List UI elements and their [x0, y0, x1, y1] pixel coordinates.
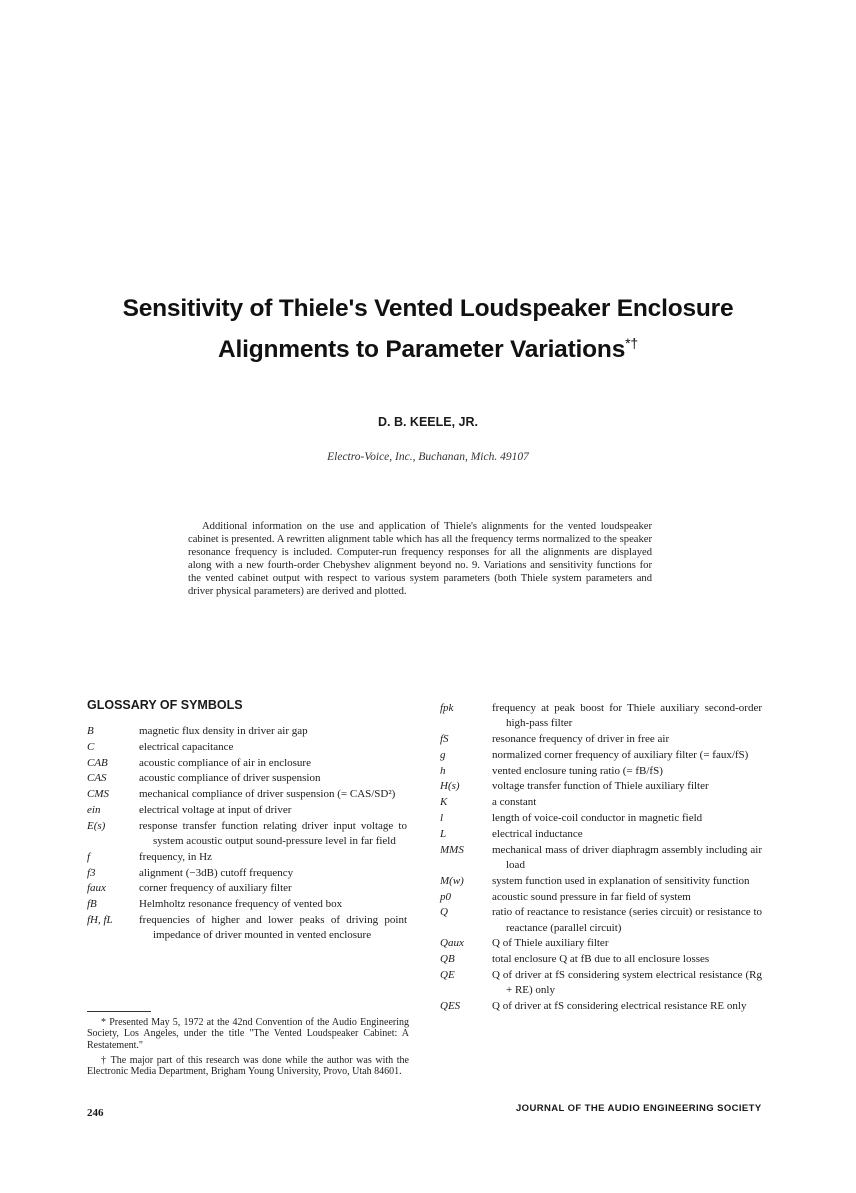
glossary-entry: [440, 764, 762, 779]
glossary-definition: normalized corner frequency of auxiliary filter (= faux/fS): [492, 748, 749, 761]
glossary-right-column: [440, 701, 762, 1015]
glossary-symbol: MMS: [440, 843, 464, 856]
glossary-symbol: B: [87, 725, 94, 737]
glossary-symbol: K: [440, 796, 448, 809]
glossary-entry: [87, 897, 407, 912]
glossary-entry: [440, 936, 762, 951]
glossary-entry: [440, 968, 762, 999]
glossary-symbol: f: [87, 850, 91, 863]
glossary-definition: electrical voltage at input of driver: [139, 803, 292, 816]
glossary-symbol: QB: [440, 953, 455, 966]
glossary-entry: [440, 843, 762, 874]
glossary-definition: frequency at peak boost for Thiele auxiliary second-order high-pass filter: [492, 702, 762, 730]
glossary-definition: mechanical compliance of driver suspension (= CAS/SD²): [139, 788, 396, 801]
author-affiliation: Electro-Voice, Inc., Buchanan, Mich. 49107: [327, 451, 529, 463]
glossary-entry: [87, 819, 407, 850]
glossary-definition: alignment (−3dB) cutoff frequency: [139, 866, 294, 879]
glossary-entry: [87, 866, 407, 881]
glossary-symbol: H(s): [440, 780, 460, 793]
glossary-definition: acoustic sound pressure in far field of system: [492, 890, 691, 903]
glossary-entry: [87, 803, 407, 818]
glossary-symbol: QES: [440, 1000, 461, 1013]
glossary-symbol: fB: [87, 898, 97, 911]
glossary-definition: voltage transfer function of Thiele auxiliary filter: [492, 780, 709, 793]
glossary-symbol: fpk: [440, 702, 454, 714]
glossary-definition: vented enclosure tuning ratio (= fB/fS): [492, 764, 663, 777]
glossary-definition: Q of driver at fS considering electrical resistance RE only: [492, 1000, 747, 1013]
glossary-symbol: CAB: [87, 756, 108, 769]
page-number: 246: [87, 1107, 104, 1119]
glossary-entry: [440, 811, 762, 826]
footnote-divider: [87, 1011, 151, 1012]
glossary-symbol: E(s): [87, 819, 106, 832]
glossary-definition: corner frequency of auxiliary filter: [139, 882, 292, 895]
glossary-symbol: CAS: [87, 772, 107, 785]
glossary-definition: frequencies of higher and lower peaks of driving point impedance of driver mounted in vented enclosure: [139, 914, 407, 942]
footnote-research: † The major part of this research was done while the author was with the Electronic Media Department, Brigham Young University, Provo, Utah 84601.: [87, 1055, 409, 1078]
glossary-entry: [87, 881, 407, 896]
abstract: Additional information on the use and application of Thiele's alignments for the vented loudspeaker cabinet is presented. A rewritten alignment table which has all the frequency terms normalized to the speaker resonance frequency is included. Computer-run frequency responses for all the alignments are displayed along with a new fourth-order Chebyshev alignment beyond no. 9. Variations and sensitivity functions for the vented cabinet output with respect to various system parameters (both Thiele system parameters and driver physical parameters) are derived and plotted.: [188, 521, 652, 597]
glossary-entry: [87, 913, 407, 944]
glossary-entry: [440, 874, 762, 889]
title-footnote-marks: *†: [625, 335, 638, 351]
glossary-definition: Q of Thiele auxiliary filter: [492, 937, 609, 950]
glossary-symbol: C: [87, 740, 95, 753]
author-name: D. B. KEELE, JR.: [377, 415, 479, 429]
glossary-entry: [440, 701, 762, 732]
glossary-left-column: [87, 724, 407, 944]
glossary-symbol: ein: [87, 803, 101, 816]
glossary-symbol: L: [440, 827, 447, 840]
glossary-entry: [440, 905, 762, 936]
glossary-symbol: p0: [440, 890, 451, 903]
glossary-symbol: QE: [440, 969, 455, 982]
glossary-definition: acoustic compliance of air in enclosure: [139, 756, 311, 769]
glossary-heading: GLOSSARY OF SYMBOLS: [87, 698, 243, 712]
glossary-definition: total enclosure Q at fB due to all enclosure losses: [492, 953, 710, 966]
glossary-entry: [87, 756, 407, 771]
glossary-symbol: h: [440, 764, 446, 777]
title-line-1: Sensitivity of Thiele's Vented Loudspeaker Enclosure: [122, 295, 734, 322]
glossary-definition: electrical capacitance: [139, 740, 234, 753]
glossary-entry: [87, 771, 407, 786]
glossary-entry: [440, 779, 762, 794]
glossary-definition: acoustic compliance of driver suspension: [139, 772, 321, 785]
glossary-symbol: Qaux: [440, 937, 464, 950]
glossary-symbol: Q: [440, 906, 448, 919]
glossary-definition: a constant: [492, 796, 537, 809]
glossary-definition: electrical inductance: [492, 827, 583, 840]
footnote-presented: * Presented May 5, 1972 at the 42nd Convention of the Audio Engineering Society, Los Angeles, under the title "The Vented Loudspeaker Cabinet: A Restatement.": [87, 1017, 409, 1051]
glossary-entry: [440, 827, 762, 842]
glossary-entry: [440, 999, 762, 1014]
glossary-symbol: M(w): [440, 874, 464, 887]
glossary-definition: Q of driver at fS considering system electrical resistance (Rg + RE) only: [492, 969, 762, 997]
title-line-2: [60, 326, 796, 367]
glossary-definition: length of voice-coil conductor in magnetic field: [492, 812, 703, 825]
glossary-symbol: fS: [440, 733, 449, 746]
glossary-entry: [440, 952, 762, 967]
glossary-entry: [87, 787, 407, 802]
glossary-definition: magnetic flux density in driver air gap: [139, 725, 308, 737]
glossary-definition: mechanical mass of driver diaphragm assembly including air load: [492, 843, 762, 871]
paper-title: [60, 292, 796, 367]
glossary-definition: ratio of reactance to resistance (series circuit) or resistance to reactance (parallel circuit): [492, 906, 762, 934]
glossary-definition: response transfer function relating driver input voltage to system acoustic output sound-pressure level in far field: [139, 819, 407, 848]
title-line-2-text: Alignments to Parameter Variations: [218, 336, 626, 363]
glossary-symbol: l: [440, 812, 444, 825]
glossary-definition: Helmholtz resonance frequency of vented box: [139, 898, 343, 911]
glossary-symbol: f3: [87, 866, 96, 879]
glossary-entry: [87, 740, 407, 755]
glossary-definition: resonance frequency of driver in free air: [492, 733, 670, 746]
glossary-entry: [440, 890, 762, 905]
glossary-entry: [87, 724, 407, 739]
glossary-entry: [440, 795, 762, 810]
glossary-entry: [440, 748, 762, 763]
glossary-entry: [87, 850, 407, 865]
glossary-definition: frequency, in Hz: [139, 850, 212, 863]
glossary-entry: [440, 732, 762, 747]
glossary-definition: system function used in explanation of sensitivity function: [492, 874, 750, 887]
glossary-symbol: CMS: [87, 788, 109, 801]
journal-name: JOURNAL OF THE AUDIO ENGINEERING SOCIETY: [516, 1103, 762, 1114]
glossary-symbol: faux: [87, 882, 106, 895]
glossary-symbol: fH, fL: [87, 914, 113, 927]
glossary-symbol: g: [440, 748, 446, 761]
